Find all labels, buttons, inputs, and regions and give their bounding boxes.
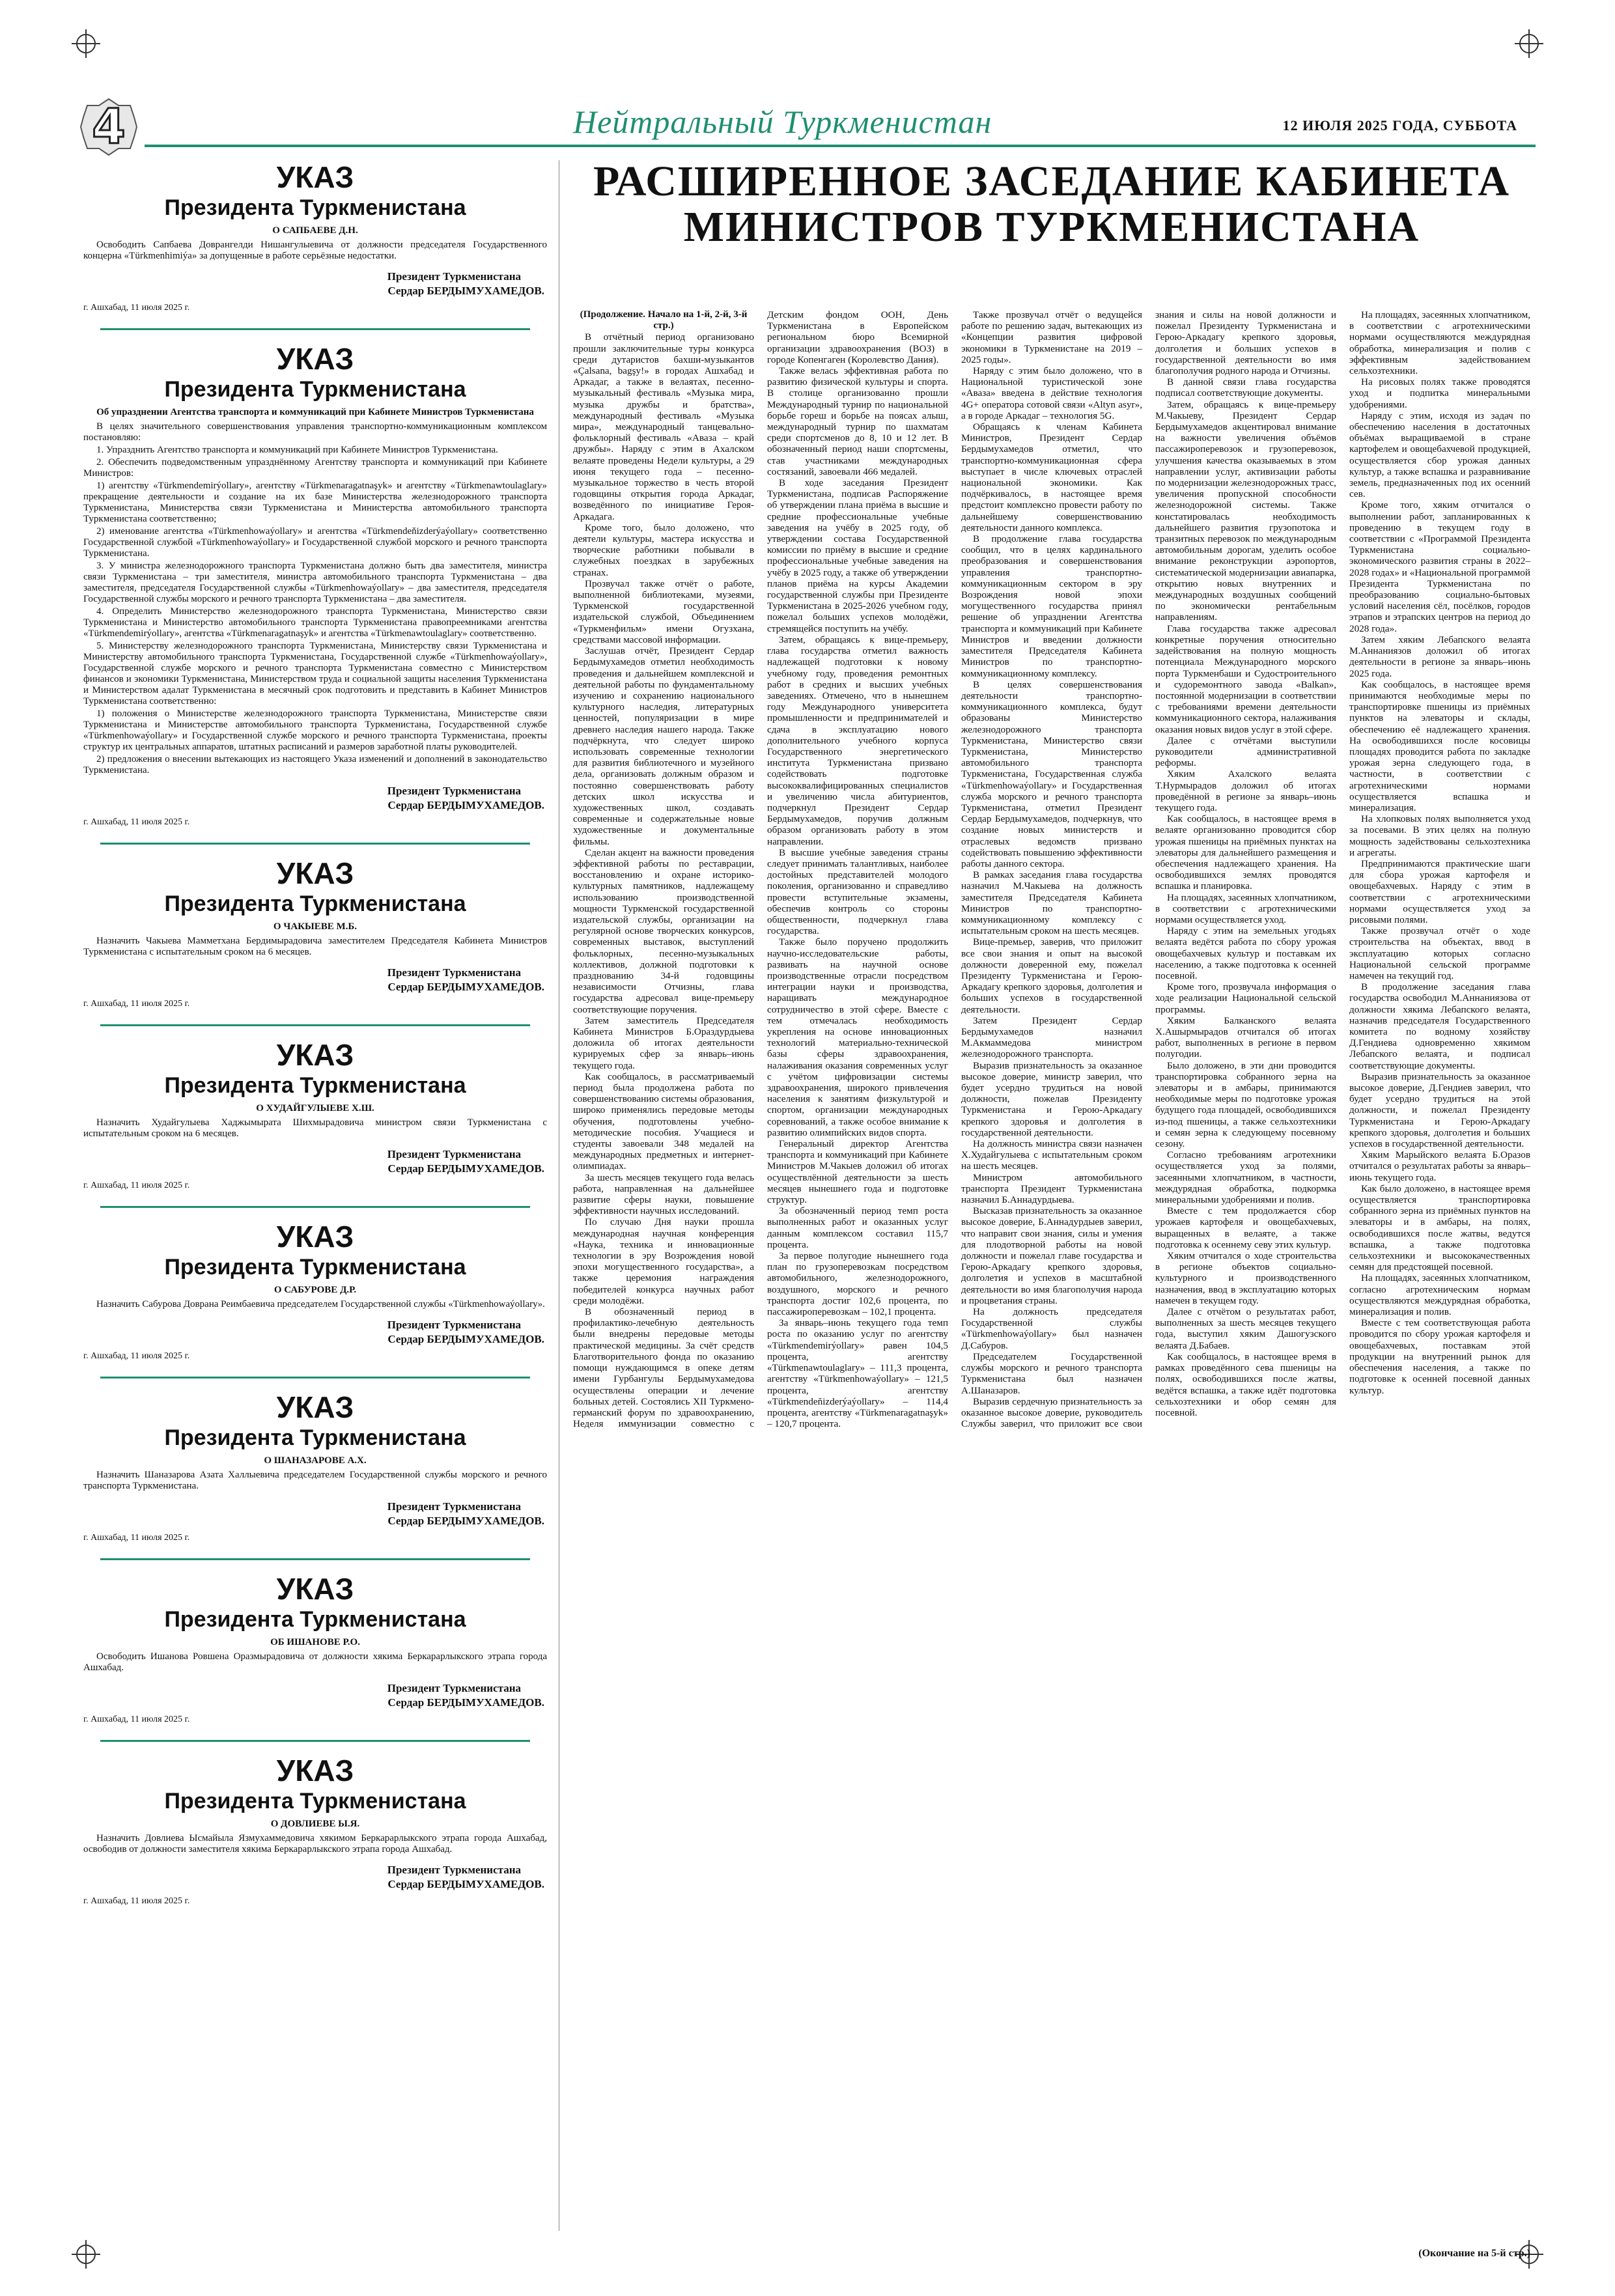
decree-title: УКАЗ — [276, 342, 354, 376]
decree — [83, 342, 547, 828]
signature-title: Президент Туркменистана — [387, 1500, 521, 1513]
article-paragraph: Затем Президент Сердар Бердымухамедов назначил М.Акмаммедова министром железнодорожного транспорта. — [961, 1015, 1142, 1060]
decree-separator — [100, 1377, 530, 1379]
decree-paragraph: 2. Обеспечить подведомственным упразднённому Агентству транспорта и коммуникаций при Кабинете Министров: — [83, 457, 547, 479]
article-paragraph: Хяким Ахалского велаята Т.Нурмырадов доложил об итогах проведённой в регионе за январь–июнь текущего года. — [1155, 768, 1336, 813]
signature-block — [83, 1863, 547, 1892]
article-paragraph: Также прозвучал отчёт о ведущейся работе по решению задач, вытекающих из «Концепции развития цифровой экономики в Туркменистане на 2019 – 2025 годы». — [961, 309, 1142, 365]
article-paragraph: Согласно требованиям агротехники осуществляется уход за полями, засеянными хлопчатником, в частности, междурядная обработка, подкормка минеральными удобрениями и полив. — [1155, 1149, 1336, 1206]
article-paragraph: В продолжение заседания глава государства освободил М.Аннаниязова от должности хякима Лебапского велаята, назначив председателя Государственного комитета по водному хозяйству Д.Гендиева одновременно хякимом Лебапского велаята, и подписал соответствующие документы. — [1349, 981, 1530, 1071]
article-paragraph: Затем заместитель Председателя Кабинета Министров Б.Ораздурдыева доложила об итогах деятельности курируемых сфер за январь–июнь текущего года. — [573, 1015, 754, 1071]
decree-separator — [100, 1024, 530, 1026]
signature-title: Президент Туркменистана — [387, 1319, 521, 1331]
signature-title: Президент Туркменистана — [387, 1682, 521, 1694]
signature-name: Сердар БЕРДЫМУХАМЕДОВ. — [387, 285, 544, 297]
decree-subject: О ДОВЛИЕВЕ Ы.Я. — [270, 1819, 360, 1829]
decree-place-date: г. Ашхабад, 11 июля 2025 г. — [83, 303, 190, 313]
decree-subject: О САБУРОВЕ Д.Р. — [274, 1285, 357, 1295]
decree-subtitle: Президента Туркменистана — [164, 1789, 466, 1813]
decree-subject: О САПБАЕВЕ Д.Н. — [272, 225, 358, 236]
decree-paragraph: 2) именование агентства «Türkmenhowaýollary» и агентства «Türkmendeňizderýaýollary» соответственно Государственной службой «Türkmenhowaýollary» и Государственной службой морского и речного транспорта Туркменистана. — [83, 526, 547, 559]
signature-name: Сердар БЕРДЫМУХАМЕДОВ. — [387, 799, 544, 811]
signature-name: Сердар БЕРДЫМУХАМЕДОВ. — [387, 1878, 544, 1890]
article-paragraph: Министром автомобильного транспорта Президент Туркменистана назначил Б.Аннадурдыева. — [961, 1171, 1142, 1206]
signature-name: Сердар БЕРДЫМУХАМЕДОВ. — [387, 1515, 544, 1527]
decree-paragraph: Назначить Сабурова Доврана Реимбаевича председателем Государственной службы «Türkmenhowaýollary». — [96, 1299, 545, 1309]
decree-title: УКАЗ — [276, 1038, 354, 1072]
article-paragraph: В данной связи глава государства подписал соответствующие документы. — [1155, 376, 1336, 399]
page-number-badge — [79, 98, 138, 156]
article-paragraph: В обозначенный период в профилактико-лечебную деятельность были внедрены передовые методы практической медицины. За счёт средств Благотворительного фонда по оказанию помощи нуждающимся в опеке детям имени Гурбангулы Бердымухамедова осуществлены операции и лечение больных детей. Состоялись XII Туркмено-германский форум по здравоохранению, Неделя иммунизации совместно с Детским фондом ООН, День Туркменистана в Европейском региональном бюро Всемирной организации здравоохранения (ВОЗ) в городе Копенгаген (Королевство Дания). — [573, 309, 948, 1430]
article-paragraph: На площадях, засеянных хлопчатником, в соответствии с агротехническими нормами осуществляется уход. — [1155, 891, 1336, 925]
signature-block — [83, 966, 547, 994]
decree-subtitle: Президента Туркменистана — [164, 195, 466, 220]
decree — [83, 856, 547, 1010]
decree-paragraph: 1) положения о Министерстве железнодорожного транспорта Туркменистана, Министерстве связи Туркменистана и Министерстве автомобильного транспорта Туркменистана, Государственной службе «Türkmenhowaýollary» и Государственной службе морского и речного транспорта Туркменистана, проекты структур их центральных аппаратов, штатных расписаний и размеров заработной платы руководителей. — [83, 708, 547, 752]
article-paragraph: В целях совершенствования деятельности транспортно-коммуникационного комплекса, будут образованы Министерство железнодорожного транспорта Туркменистана, Министерство связи Туркменистана, Министерство автомобильного транспорта Туркменистана, Государственная служба «Türkmenhowaýollary» и Государственная служба морского и речного транспорта Туркменистана, отметил Президент Сердар Бердымухамедов, подчеркнув, что создание новых министерств и отраслевых ведомств призвано содействовать повышению эффективности работы данного сектора. — [961, 679, 1142, 869]
decree-paragraph: Назначить Довлиева Ысмайыла Язмухаммедовича хякимом Беркарарлыкского этрапа города Ашхабад, освободив от должности заместителя хякима Беркарарлыкского этрапа города Ашхабад. — [83, 1833, 547, 1855]
article-paragraph: Председателем Государственной службы морского и речного транспорта Туркменистана был назначен А.Шаназаров. — [961, 1351, 1142, 1396]
article-paragraph: Вместе с тем соответствующая работа проводится по сбору урожая картофеля и овощебахчевых, поставкам этой продукции на внутренний рынок для обеспечения населения, а также по подготовке к осенней посевной данных культур. — [1349, 1317, 1530, 1396]
article-paragraph: На площадях, засеянных хлопчатником, согласно агротехническим нормам осуществляются междурядная обработка, минерализация и полив. — [1349, 1272, 1530, 1318]
decree-subtitle: Президента Туркменистана — [164, 1425, 466, 1450]
decree-subtitle: Президента Туркменистана — [164, 377, 466, 402]
decree-subtitle: Президента Туркменистана — [164, 1255, 466, 1280]
article-body — [573, 309, 1530, 1429]
article-paragraph: В ходе заседания Президент Туркменистана, подписав Распоряжение об утверждении плана приёма в высшие и средние профессиональные учебные заведения на учёбу в 2025 году, об утверждении состава Государственной комиссии по приёму в высшие и средние профессиональные учебные заведения на учёбу в 2025 году, а также об утверждении планов приёма на курсы Академии государственной службы при Президенте Туркменистана в 2025-2026 учебном году, пожелал больших успехов молодёжи, стремящейся поступить на учёбу. — [767, 477, 948, 634]
decree-place-date: г. Ашхабад, 11 июля 2025 г. — [83, 1181, 190, 1190]
signature-block — [83, 1681, 547, 1710]
signature-title: Президент Туркменистана — [387, 1148, 521, 1160]
signature-name: Сердар БЕРДЫМУХАМЕДОВ. — [387, 1696, 544, 1709]
article-paragraph: Затем, обращаясь к вице-премьеру, глава государства отметил важность надлежащей подготовки к новому учебному году, проведения ремонтных работ в средних и высших учебных заведениях. Отмечено, что в нынешнем году Международного университета промышленности и предпринимателей и сдача в эксплуатацию нового дополнительного учебного корпуса Государственного энергетического института Туркменистана призвано содействовать подготовке высококвалифицированных специалистов и увеличению числа абитуриентов, подчеркнул Президент Сердар Бердымухамедов, поручив должным образом организовать работу в этом направлении. — [767, 634, 948, 847]
decree-title: УКАЗ — [276, 1390, 354, 1424]
page-number: 4 — [92, 99, 126, 155]
article-paragraph: Кроме того, было доложено, что деятели культуры, мастера искусства и творческие работники побывали в служебных поездках в зарубежных странах. — [573, 522, 754, 578]
decree — [83, 1754, 547, 1907]
signature-name: Сердар БЕРДЫМУХАМЕДОВ. — [387, 981, 544, 993]
decree-place-date: г. Ашхабад, 11 июля 2025 г. — [83, 1351, 190, 1361]
decree-place-date: г. Ашхабад, 11 июля 2025 г. — [83, 1533, 190, 1543]
article-paragraph: Обращаясь к членам Кабинета Министров, Президент Сердар Бердымухамедов отметил, что транспортно-коммуникационная сфера выступает в числе ключевых отраслей национальной экономики. Как подчёркивалось, в настоящее время предстоит комплексно провести работу по дальнейшему совершенствованию деятельности данного комплекса. — [961, 421, 1142, 533]
decree-subject: О ХУДАЙГУЛЫЕВЕ Х.Ш. — [256, 1103, 374, 1113]
signature-block — [83, 270, 547, 298]
article-paragraph: Сделан акцент на важности проведения эффективной работы по реставрации, восстановлению и охране историко-культурных памятников, надлежащему использованию производственной мощности Туркменской государственной издательской службы, организации на регулярной основе творческих конкурсов, современных выставок, выступлений фольклорных, песенно-музыкальных коллективов, должной подготовки к празднованию 34-й годовщины независимости Отчизны, глава государства адресовал вице-премьеру соответствующие поручения. — [573, 847, 754, 1015]
decree-paragraph: В целях значительного совершенствования управления транспортно-коммуникационным комплексом постановляю: — [83, 421, 547, 443]
article-paragraph: Вместе с тем продолжается сбор урожаев картофеля и овощебахчевых, выращенных в велаяте, а также подготовка к осеннему севу этих культур. — [1155, 1205, 1336, 1250]
signature-block — [83, 1318, 547, 1347]
decree-paragraph: Освободить Сапбаева Доврангелди Нишангулыевича от должности председателя Государственного концерна «Türkmenhimiýa» за допущенные в работе серьёзные недостатки. — [83, 240, 547, 261]
masthead-title: Нейтральный Туркменистан — [573, 104, 992, 140]
article-paragraph: Кроме того, прозвучала информация о ходе реализации Национальной сельской программы. — [1155, 981, 1336, 1015]
decree — [83, 1390, 547, 1544]
decree-subject: ОБ ИШАНОВЕ Р.О. — [270, 1637, 360, 1647]
decree-place-date: г. Ашхабад, 11 июля 2025 г. — [83, 1715, 190, 1724]
decree-separator — [100, 843, 530, 845]
article-paragraph: По случаю Дня науки прошла международная научная конференция «Наука, техника и инновационные технологии в эру Возрождения новой эпохи могущественного государства», а также церемония награждения победителей конкурса научных работ среди молодёжи. — [573, 1216, 754, 1306]
decree-paragraph: 1. Упразднить Агентство транспорта и коммуникаций при Кабинете Министров Туркменистана. — [96, 445, 498, 455]
decree-subtitle: Президента Туркменистана — [164, 1607, 466, 1632]
article-paragraph: За шесть месяцев текущего года велась работа, направленная на дальнейшее развитие сферы науки, повышение эффективности научных исследований. — [573, 1171, 754, 1217]
article-paragraph: Далее с отчётами выступили руководители административной реформы. — [1155, 735, 1336, 769]
decree-title: УКАЗ — [276, 856, 354, 890]
decree-title: УКАЗ — [276, 1220, 354, 1253]
decree-paragraph: Назначить Худайгулыева Хаджымырата Шихмырадовича министром связи Туркменистана с испытательным сроком на 6 месяцев. — [83, 1117, 547, 1139]
decree — [83, 1038, 547, 1192]
decree-paragraph: 1) агентству «Türkmendemirýollary», агентству «Türkmenaragatnaşyk» и агентству «Türkmenawtoulaglary» прекращение деятельности и создание на их базе Министерства железнодорожного транспорта Туркменистана, Министерства связи Туркменистана и Министерства автомобильного транспорта Туркменистана соответственно; — [83, 481, 547, 524]
decree-subject: О ШАНАЗАРОВЕ А.Х. — [264, 1455, 367, 1466]
decree-separator — [100, 328, 530, 330]
decree-paragraph: Освободить Ишанова Ровшена Оразмырадовича от должности хякима Беркарарлыкского этрапа города Ашхабад. — [83, 1651, 547, 1673]
decree — [83, 1220, 547, 1362]
decree-title: УКАЗ — [276, 1572, 354, 1606]
decree-separator — [100, 1206, 530, 1208]
article-paragraph: Хяким Балканского велаята Х.Ашырмырадов отчитался об итогах работ, выполненных в регионе в первом полугодии. — [1155, 1015, 1336, 1060]
decree — [83, 160, 547, 314]
decree-paragraph: 4. Определить Министерство железнодорожного транспорта Туркменистана, Министерство связи Туркменистана и Министерство автомобильного транспорта Туркменистана правопреемниками агентства «Türkmendemirýollary», агентства «Türkmenaragatnaşyk» и агентства «Türkmenawtoulaglary» соответственно. — [83, 606, 547, 639]
article-paragraph: Как сообщалось, в настоящее время в рамках проведённого сева пшеницы на полях, освободившихся после жатвы, ведётся вспашка, а также идёт подготовка сельхозтехники и обор семян для посевной. — [1155, 1351, 1336, 1418]
decree-separator — [100, 1558, 530, 1560]
article-paragraph: Наряду с этим, исходя из задач по обеспечению населения в достаточных объёмах выращиваемой в стране картофелем и овощебахчевой продукцией, осуществляется сбор урожая данных культур, а также вспашка и разравнивание земель, предназначенных под их осенний сев. — [1349, 410, 1530, 500]
article-paragraph: Наряду с этим было доложено, что в Национальной туристической зоне «Аваза» введена в действие технология 4G+ оператора сотовой связи «Altyn asyr», а в городе Аркадаг – технология 5G. — [961, 365, 1142, 421]
article-paragraph: Выразив признательность за оказанное высокое доверие, Д.Гендиев заверил, что будет усердно трудиться на этой должности, и пожелал Президенту Туркменистана и Герою-Аркадагу крепкого здоровья, долголетия и больших успехов в государственной деятельности. — [1349, 1071, 1530, 1150]
article-paragraph: Как было доложено, в настоящее время осуществляется транспортировка собранного зерна из приёмных пунктов на элеваторы и в амбары, на полях, освободившихся после жатвы, ведутся вспашка, а также подготовка сельхозтехники и высококачественных семян для предстоящей посевной. — [1349, 1183, 1530, 1273]
article-paragraph: Также было поручено продолжить научно-исследовательские работы, развивать на научной основе производственные отрасли посредством интеграции науки и производства, наращивать международное сотрудничество в этой сфере. Вместе с тем отмечалась необходимость укрепления на основе инновационных технологий материально-технической базы сферы здравоохранения, налаживания оказания современных услуг с учётом цифровизации системы здравоохранения, широкого привлечения населения к занятиям физкультурой и спортом, организации международных соревнований, а также особое внимание к развитию олимпийских видов спорта. — [767, 936, 948, 1138]
article-paragraph: Как сообщалось, в настоящее время в велаяте организованно проводится сбор урожая пшеницы на приёмных пунктах на элеваторы для дальнейшего размещения и обеспечения надлежащего хранения. На освободившихся землях проводятся вспашка и планировка. — [1155, 813, 1336, 892]
decree-paragraph: 5. Министерству железнодорожного транспорта Туркменистана, Министерству связи Туркменистана и Министерству автомобильного транспорта Туркменистана, Государственной службе «Türkmenhowaýollary», Государственной службе морского и речного транспорта Туркменистана совместно с Министерством финансов и экономики Туркменистана, Министерством труда и социальной защиты населения Туркменистана и Министерством адалат Туркменистана в месячный срок подготовить и представить в Кабинет Министров Туркменистана соответственно: — [83, 641, 547, 707]
article-paragraph: На должность министра связи назначен Х.Худайгулыева с испытательным сроком на шесть месяцев. — [961, 1138, 1142, 1172]
article-paragraph: На хлопковых полях выполняется уход за посевами. В этих целях на полную мощность задействованы сельхозтехника и агрегаты. — [1349, 813, 1530, 858]
article-paragraph: На рисовых полях также проводятся уход и подпитка минеральными удобрениями. — [1349, 376, 1530, 410]
article-paragraph: Глава государства также адресовал конкретные поручения относительно задействования на полную мощность потенциала Международного морского порта Туркменбаши и Судостроительного и судоремонтного завода «Balkan», постоянной модернизации в соответствии с требованиями времени деятельности коммуникационного сектора, налаживания оказания новых видов услуг в этой сфере. — [1155, 623, 1336, 735]
signature-block — [83, 1147, 547, 1176]
decree-title: УКАЗ — [276, 1754, 354, 1787]
article-paragraph: Кроме того, хяким отчитался о выполнении работ, запланированных к проведению в текущем году в соответствии с «Программой Президента Туркменистана социально-экономического развития страны в 2022–2028 годах» и «Национальной программой Президента Туркменистана по преобразованию социально-бытовых условий населения сёл, посёлков, городов этрапов и этрапских центров на период до 2028 года». — [1349, 499, 1530, 634]
signature-name: Сердар БЕРДЫМУХАМЕДОВ. — [387, 1333, 544, 1345]
signature-block — [83, 784, 547, 813]
signature-name: Сердар БЕРДЫМУХАМЕДОВ. — [387, 1162, 544, 1175]
article-paragraph: В продолжение глава государства сообщил, что в целях кардинального преобразования и совершенствования управления транспортно-коммуникационным сектором в эру Возрождения новой эпохи могущественного государства принял решение об упразднении Агентства транспорта и коммуникаций при Кабинете Министров и введении должности заместителя Председателя Кабинета Министров по транспортно-коммуникационному комплексу. — [961, 533, 1142, 679]
decree-subject: Об упразднении Агентства транспорта и коммуникаций при Кабинете Министров Туркменистана — [96, 407, 534, 417]
decree-paragraph: 3. У министра железнодорожного транспорта Туркменистана должно быть два заместителя, министра связи Туркменистана – три заместителя, министра автомобильного транспорта Туркменистана – два заместителя, председателя Государственной службы «Türkmenhowaýollary» – два заместителя, председателя Государственной службы морского и речного транспорта Туркменистана – два заместителя. — [83, 561, 547, 604]
article-paragraph: Затем, обращаясь к вице-премьеру М.Чакыеву, Президент Сердар Бердымухамедов акцентировал внимание на важности увеличения объёмов пассажироперевозок и грузоперевозок, улучшения качества оказываемых в этом направлении услуг, активизации работы по модернизации железнодорожных трасс, увеличения пропускной способности железнодорожной системы. Также констатировалась необходимость дальнейшего развития грузопотока и транзитных перевозок по международным автомобильным дорогам, уделить особое внимание реконструкции аэропортов, систематической модернизации авиапарка, открытию новых внутренних и международных воздушных сообщений по экономически рентабельным направлениям. — [1155, 399, 1336, 623]
article-paragraph: Предпринимаются практические шаги для сбора урожая картофеля и овощебахчевых. Наряду с этим в соответствии с агротехническими нормами осуществляется уход за рисовыми полями. — [1349, 858, 1530, 925]
header-rule — [145, 145, 1536, 147]
article-paragraph: В отчётный период организовано прошли заключительные туры конкурса среди дутаристов бахши-музыкантов «Çalsana, bagşy!» в городах Ашхабад и Аркадаг, а также в велаятах, песенно-музыкальный фестиваль «Музыка мира, музыка дружбы и братства», международный фестиваль «Музыка мира», международный танцевально-фольклорный фестиваль «Аваза – край дружбы». Наряду с этим в Ахалском велаяте проведены Недели культуры, а 29 июня текущего года – песенно-музыкальное торжество в честь второй годовщины открытия города Аркадаг, возведённого по инициативе Героя-Аркадага. — [573, 331, 754, 522]
article-paragraph: Хяким отчитался о ходе строительства в регионе объектов социально-культурного и производственного назначения, ввод в эксплуатацию которых намечен в текущем году. — [1155, 1250, 1336, 1306]
registration-mark-top-left — [72, 29, 100, 58]
signature-title: Президент Туркменистана — [387, 966, 521, 979]
decree-subtitle: Президента Туркменистана — [164, 1073, 466, 1098]
article-paragraph: Генеральный директор Агентства транспорта и коммуникаций при Кабинете Министров М.Чакыев доложил об итогах осуществлённой деятельности за шесть месяцев нынешнего года и подготовке структур. — [767, 1138, 948, 1206]
article-paragraph: Как сообщалось, в рассматриваемый период была продолжена работа по совершенствованию системы образования, широко применялись передовые методы обучения, подготовлены учебно-методические пособия. Учащиеся и студенты завоевали 348 медалей на международных предметных и интернет-олимпиадах. — [573, 1071, 754, 1172]
article-paragraph: Прозвучал также отчёт о работе, выполненной библиотеками, музеями, Туркменской государственной издательской службой, Объединением «Туркменфильм» имени Огузхана, средствами массовой информации. — [573, 578, 754, 645]
article-paragraph: В высшие учебные заведения страны следует принимать талантливых, наиболее достойных представителей молодого поколения, организованно и справедливо провести вступительные экзамены, обеспечив контроль со стороны общественности, подчеркнул глава государства. — [767, 847, 948, 937]
article-columns — [573, 309, 1530, 1429]
signature-title: Президент Туркменистана — [387, 270, 521, 283]
decree-place-date: г. Ашхабад, 11 июля 2025 г. — [83, 999, 190, 1009]
registration-mark-top-right — [1515, 29, 1543, 58]
decree-place-date: г. Ашхабад, 11 июля 2025 г. — [83, 1896, 190, 1906]
decree-subject: О ЧАКЫЕВЕ М.Б. — [273, 921, 358, 932]
article-paragraph: Заслушав отчёт, Президент Сердар Бердымухамедов отметил необходимость проведения и дальнейшем комплексной и деятельной работы по фундаментальному изучению и сохранению национального культурного наследия, литературных ценностей, популяризации в мире древнего наследия нашего народа. Также подчёркнута, что следует широко использовать современные технологии для развития библиотечного и музейного дела, организовать должным образом и постоянно совершенствовать работу детских школ искусства и художественных школ, создавать современные и содержательные новые художественные и документальные фильмы. — [573, 645, 754, 847]
article-paragraph: Выразив сердечную признательность за оказанное высокое доверие, руководитель Службы заверил, что приложит все свои знания и силы на новой должности и пожелал Президенту Туркменистана и Герою-Аркадагу крепкого здоровья, долголетия и больших успехов в государственной деятельности во имя благополучия родного народа и Отчизны. — [961, 309, 1336, 1430]
decree-subtitle: Президента Туркменистана — [164, 891, 466, 916]
article-paragraph: Также велась эффективная работа по развитию физической культуры и спорта. В столице организованно прошли Международный турнир по национальной борьбе гореш и борьбе на поясах алыш, международный турнир по шахматам среди спортсменов до 8, 10 и 12 лет. В обозначенный период наши спортсмены, став участниками международных состязаний, завоевали 466 медалей. — [767, 365, 948, 477]
decree-place-date: г. Ашхабад, 11 июля 2025 г. — [83, 817, 190, 827]
article-paragraph: На площадях, засеянных хлопчатником, в соответствии с агротехническими нормами осуществляются междурядная обработка, минерализация и полив с эффективным задействованием сельхозтехники. — [1349, 309, 1530, 377]
continued-note: (Продолжение. Начало на 1-й, 2-й, 3-й стр.) — [580, 309, 748, 331]
signature-title: Президент Туркменистана — [387, 785, 521, 797]
article-paragraph: Хяким Марыйского велаята Б.Оразов отчитался о результатах работы за январь–июнь текущего года. — [1349, 1149, 1530, 1183]
article-paragraph: Далее с отчётом о результатах работ, выполненных за шесть месяцев текущего года, выступил хяким Дашогузского велаята Д.Бабаев. — [1155, 1306, 1336, 1351]
decree-paragraph: Назначить Чакыева Мамметхана Бердимырадовича заместителем Председателя Кабинета Министров Туркменистана с испытательным сроком на 6 месяцев. — [83, 936, 547, 957]
decree-separator — [100, 1740, 530, 1742]
article-paragraph: Вице-премьер, заверив, что приложит все свои знания и опыт на высокой должности доверенной ему, пожелал Президенту Туркменистана и Герою-Аркадагу крепкого здоровья, долголетия и больших успехов в государственной деятельности. — [961, 936, 1142, 1015]
registration-mark-bottom-left — [72, 2240, 100, 2269]
decree — [83, 1572, 547, 1726]
article-paragraph: Было доложено, в эти дни проводится транспортировка собранного зерна на элеваторы и в амбары, принимаются необходимые меры по подготовке урожая будущего года площадей, освободившихся из-под пшеницы, а также сельхозтехники и семян зерна к следующему посевному сезону. — [1155, 1059, 1336, 1150]
decree-paragraph: 2) предложения о внесении вытекающих из настоящего Указа изменений и дополнений в законодательство Туркменистана. — [83, 754, 547, 776]
decrees-column — [83, 160, 547, 1922]
issue-date: 12 ИЮЛЯ 2025 ГОДА, СУББОТА — [1282, 117, 1517, 133]
signature-title: Президент Туркменистана — [387, 1864, 521, 1876]
article-paragraph: Также прозвучал отчёт о ходе строительства на объектах, ввод в эксплуатацию которых согласно Национальной сельской программе намечен на текущий год. — [1349, 925, 1530, 981]
article-paragraph: Наряду с этим на земельных угодьях велаята ведётся работа по сбору урожая овощебахчевых культур и поставкам их населению, а также подготовка к осенней посевной. — [1155, 925, 1336, 981]
article-paragraph: В рамках заседания глава государства назначил М.Чакыева на должность заместителя Председателя Кабинета Министров по транспортно-коммуникационному комплексу с испытательным сроком на шесть месяцев. — [961, 869, 1142, 937]
article-paragraph: На должность председателя Государственной службы «Türkmenhowaýollary» был назначен Д.Сабуров. — [961, 1306, 1142, 1351]
article-paragraph: Высказав признательность за оказанное высокое доверие, Б.Аннадурдыев заверил, что направит свои знания, силы и умения для плодотворной работы на новой должности и пожелал главе государства и Герою-Аркадагу крепкого здоровья, долголетия и успехов в масштабной деятельности во имя благополучия народа и процветания страны. — [961, 1205, 1142, 1306]
article-paragraph: Затем хяким Лебапского велаята М.Аннаниязов доложил об итогах деятельности в регионе за январь–июнь 2025 года. — [1349, 634, 1530, 679]
article-paragraph: За первое полугодие нынешнего года план по грузоперевозкам посредством автомобильного, железнодорожного, воздушного, морского и речного транспорта достиг 102,6 процента, по пассажироперевозкам – 102,1 процента. — [767, 1250, 948, 1318]
article-paragraph: За январь–июнь текущего года темп роста по оказанию услуг по агентству «Türkmendemirýollary» равен 104,5 процента, агентству «Türkmenawtoulaglary» – 111,3 процента, агентству «Türkmenhowaýollary» – 121,5 процента, агентству «Türkmendeňizderýaýollary» – 114,4 процента, агентству «Türkmenaragatnaşyk» – 120,7 процента. — [767, 1317, 948, 1430]
continuation-note: (Окончание на 5-й стр.) — [1418, 2248, 1530, 2259]
article-paragraph: За обозначенный период темп роста выполненных работ и оказанных услуг данным комплексом составил 115,7 процента. — [767, 1205, 948, 1250]
article-paragraph: Выразив признательность за оказанное высокое доверие, министр заверил, что будет усердно трудиться на новой должности, пожелав Президенту Туркменистана и Герою-Аркадагу крепкого здоровья и долголетия в государственной деятельности. — [961, 1059, 1142, 1138]
decree-paragraph: Назначить Шаназарова Азата Халлыевича председателем Государственной службы морского и речного транспорта Туркменистана. — [83, 1470, 547, 1491]
article-headline: РАСШИРЕННОЕ ЗАСЕДАНИЕ КАБИНЕТА МИНИСТРОВ ТУРКМЕНИСТАНА — [593, 158, 1510, 251]
decree-title: УКАЗ — [276, 160, 354, 194]
article-paragraph: Как сообщалось, в настоящее время принимаются необходимые меры по транспортировке пшеницы из приёмных пунктов на элеваторы и склады, обеспечению её надлежащего хранения. На освободившихся после косовицы площадях проводится работа по закладке урожая зерна следующего года, в частности, в соответствии с агротехническими нормами осуществляется вспашка и минерализация. — [1349, 679, 1530, 813]
signature-block — [83, 1500, 547, 1528]
